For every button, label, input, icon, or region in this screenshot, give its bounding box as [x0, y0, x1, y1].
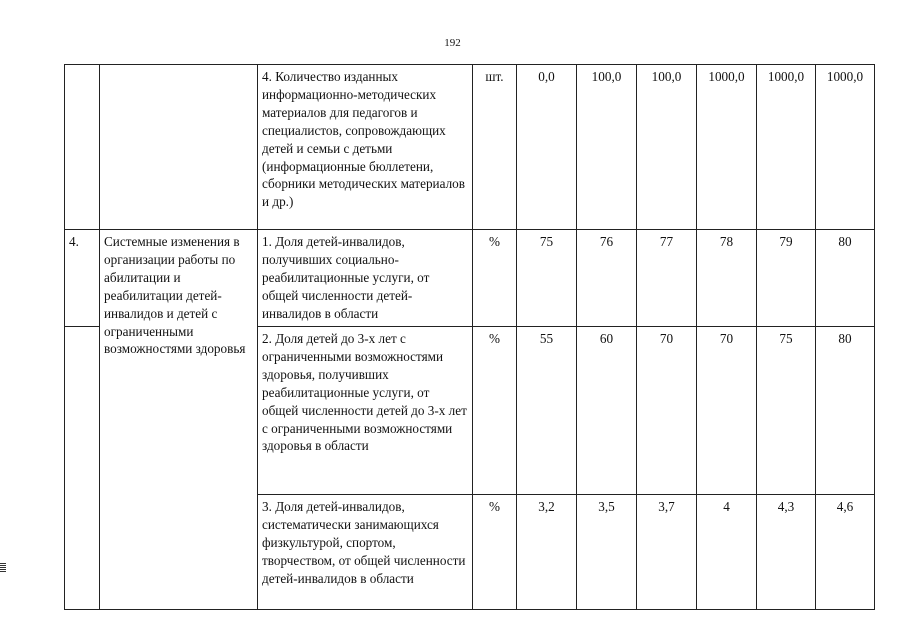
- scan-artifact: [0, 563, 6, 572]
- value-cell: 4,3: [757, 495, 816, 610]
- unit-cell: шт.: [473, 65, 517, 230]
- table-row: [65, 65, 875, 230]
- unit-cell: %: [473, 327, 517, 495]
- value-cell: 3,2: [517, 495, 577, 610]
- row-number-cell: 4.: [65, 230, 100, 327]
- value-cell: 1000,0: [816, 65, 875, 230]
- row-number-cell: [65, 327, 100, 610]
- task-cell: [100, 65, 258, 230]
- value-cell: 1000,0: [697, 65, 757, 230]
- value-cell: 3,5: [577, 495, 637, 610]
- page-number: 192: [444, 37, 461, 49]
- value-cell: 4,6: [816, 495, 875, 610]
- value-cell: 55: [517, 327, 577, 495]
- value-cell: 78: [697, 230, 757, 327]
- value-cell: 76: [577, 230, 637, 327]
- unit-cell: %: [473, 230, 517, 327]
- row-number-cell: [65, 65, 100, 230]
- value-cell: 1000,0: [757, 65, 816, 230]
- value-cell: 0,0: [517, 65, 577, 230]
- value-cell: 80: [816, 230, 875, 327]
- indicator-cell: 4. Количество изданных информационно-методических материалов для педагогов и специалистов, сопровождающих детей и семьи с детьми (информационные бюллетени, сборники методических материалов и др.): [258, 65, 473, 230]
- table-row: [65, 230, 875, 327]
- unit-cell: %: [473, 495, 517, 610]
- indicator-cell: 1. Доля детей-инвалидов, получивших социально-реабилитационные услуги, от общей численности детей-инвалидов в области: [258, 230, 473, 327]
- value-cell: 75: [517, 230, 577, 327]
- value-cell: 100,0: [577, 65, 637, 230]
- value-cell: 70: [697, 327, 757, 495]
- value-cell: 70: [637, 327, 697, 495]
- indicator-cell: 3. Доля детей-инвалидов, систематически занимающихся физкультурой, спортом, творчеством, от общей численности детей-инвалидов в области: [258, 495, 473, 610]
- task-cell: Системные изменения в организации работы по абилитации и реабилитации детей-инвалидов и детей с ограниченными возможностями здоровья: [100, 230, 258, 610]
- value-cell: 3,7: [637, 495, 697, 610]
- value-cell: 60: [577, 327, 637, 495]
- indicator-cell: 2. Доля детей до 3-х лет с ограниченными возможностями здоровья, получивших реабилитационные услуги, от общей численности детей до 3-х лет с ограниченными возможностями здоровья в области: [258, 327, 473, 495]
- value-cell: 75: [757, 327, 816, 495]
- value-cell: 77: [637, 230, 697, 327]
- value-cell: 100,0: [637, 65, 697, 230]
- value-cell: 79: [757, 230, 816, 327]
- indicators-table: [64, 64, 875, 610]
- value-cell: 4: [697, 495, 757, 610]
- value-cell: 80: [816, 327, 875, 495]
